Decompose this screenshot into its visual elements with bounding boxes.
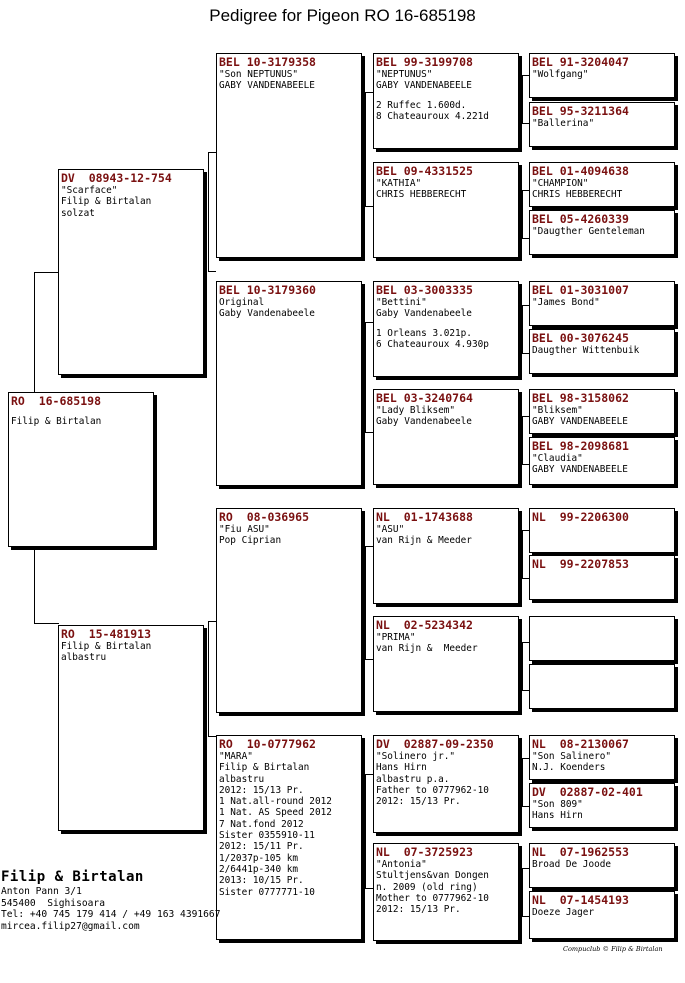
breeder-line: Filip & Birtalan <box>61 196 152 208</box>
pigeon-card-g4 <box>529 210 675 255</box>
pigeon-card-dss <box>373 508 519 604</box>
pigeon-card-g11 <box>529 616 675 661</box>
pigeon-card-ddd <box>373 843 519 941</box>
ring-number: NL 07-1454193 <box>532 893 629 907</box>
info-line: Sister 0777771-10 <box>219 886 315 898</box>
pigeon-card-g7 <box>529 389 675 434</box>
ring-number: BEL 03-3003335 <box>376 283 473 297</box>
ring-number: BEL 98-2098681 <box>532 439 629 453</box>
breeder-line: Gaby Vandenabeele <box>219 308 315 320</box>
info-line: n. 2009 (old ring) <box>376 881 478 893</box>
owner-name: Filip & Birtalan <box>1 869 144 885</box>
info-line: 2012: 15/11 Pr. <box>219 841 304 853</box>
info-line: 1 Nat.all-round 2012 <box>219 796 332 808</box>
breeder-line: CHRIS HEBBERECHT <box>376 189 467 201</box>
pigeon-card-g5 <box>529 281 675 326</box>
color-line: albastru <box>61 652 107 664</box>
ring-number: BEL 09-4331525 <box>376 164 473 178</box>
ring-number: RO 08-036965 <box>219 510 310 524</box>
pigeon-name: "Bettini" <box>376 297 427 308</box>
ring-number: NL 01-1743688 <box>376 510 473 524</box>
pigeon-card-dsd <box>373 616 519 712</box>
ring-number: BEL 98-3158062 <box>532 391 629 405</box>
pigeon-card-main <box>8 392 154 547</box>
ring-number: DV 02887-02-401 <box>532 785 643 799</box>
pigeon-card-sss <box>373 53 519 149</box>
info-line: Filip & Birtalan <box>219 762 310 774</box>
pigeon-card-g2 <box>529 102 675 147</box>
color-line: solzat <box>61 207 95 219</box>
pigeon-name: "Lady Bliksem" <box>376 405 456 416</box>
breeder-line: van Rijn & Meeder <box>376 643 478 655</box>
pigeon-card-sire <box>58 169 204 375</box>
owner-address: Anton Pann 3/1 <box>1 886 82 897</box>
pigeon-card-ss <box>216 53 362 258</box>
ring-number: DV 02887-09-2350 <box>376 737 494 751</box>
breeder-line: GABY VANDENABEELE <box>532 464 628 476</box>
pigeon-name: "Son Salinero" <box>532 751 612 762</box>
pigeon-card-g6 <box>529 329 675 374</box>
breeder-line: CHRIS HEBBERECHT <box>532 189 623 201</box>
ring-number: BEL 01-4094638 <box>532 164 629 178</box>
breeder-line: Doeze Jager <box>532 907 595 918</box>
ring-number: RO 10-0777962 <box>219 737 316 751</box>
pigeon-name: "MARA" <box>219 751 253 762</box>
ring-number: BEL 10-3179358 <box>219 55 316 69</box>
owner-email: mircea.filip27@gmail.com <box>1 920 140 932</box>
page-title: Pedigree for Pigeon RO 16-685198 <box>209 6 476 25</box>
breeder-line: Gaby Vandenabeele <box>376 308 472 320</box>
pigeon-card-g1 <box>529 53 675 98</box>
pigeon-card-g12 <box>529 664 675 709</box>
info-line: 1/2037p-105 km <box>219 852 299 864</box>
ring-number: NL 08-2130067 <box>532 737 629 751</box>
pigeon-name: "Fiu ASU" <box>219 524 270 535</box>
breeder-line: Stultjens&van Dongen <box>376 870 489 882</box>
breeder-line: Gaby Vandenabeele <box>376 416 472 428</box>
ring-number: BEL 95-3211364 <box>532 104 629 118</box>
pigeon-name: "Son NEPTUNUS" <box>219 69 299 80</box>
pigeon-name: "James Bond" <box>532 297 600 308</box>
info-line: Original <box>219 297 265 308</box>
breeder-line: GABY VANDENABEELE <box>376 80 472 92</box>
owner-block <box>1 868 221 932</box>
pigeon-name: "CHAMPION" <box>532 178 589 189</box>
breeder-line: N.J. Koenders <box>532 762 606 774</box>
pigeon-card-ssd <box>373 162 519 258</box>
pigeon-card-g9 <box>529 508 675 553</box>
owner-line: Filip & Birtalan <box>11 416 102 427</box>
info-line: Father to 0777962-10 <box>376 784 489 796</box>
pigeon-card-g3 <box>529 162 675 207</box>
ring-number: BEL 01-3031007 <box>532 283 629 297</box>
ring-number: RO 15-481913 <box>61 627 152 641</box>
owner-city: 545400 Sighisoara <box>1 897 105 909</box>
breeder-line: GABY VANDENABEELE <box>219 80 315 92</box>
ring-number: BEL 10-3179360 <box>219 283 316 297</box>
breeder-line: GABY VANDENABEELE <box>532 416 628 428</box>
ring-number: RO 16-685198 <box>11 394 102 408</box>
ring-number: NL 07-1962553 <box>532 845 629 859</box>
breeder-line: Hans Hirn <box>532 810 583 822</box>
info-line: 7 Nat.fond 2012 <box>219 818 304 830</box>
breeder-line: Broad De Joode <box>532 859 612 870</box>
result-line: 6 Chateauroux 4.930p <box>376 338 489 350</box>
breeder-line: Hans Hirn <box>376 762 427 774</box>
footer-credit: Compuclub © Filip & Birtalan <box>563 945 663 953</box>
pigeon-card-g14 <box>529 783 675 828</box>
pigeon-card-sdd <box>373 389 519 485</box>
pigeon-name: "Son 809" <box>532 799 583 810</box>
info-line: 2012: 15/13 Pr. <box>219 784 304 796</box>
breeder-line: van Rijn & Meeder <box>376 535 472 547</box>
ring-number: BEL 00-3076245 <box>532 331 629 345</box>
pigeon-card-g8 <box>529 437 675 485</box>
breeder-line: Filip & Birtalan <box>61 641 152 652</box>
pigeon-card-dds <box>373 735 519 833</box>
pigeon-card-dam <box>58 625 204 831</box>
pigeon-name: "Solinero jr." <box>376 751 456 762</box>
result-line: 1 Orleans 3.021p. <box>376 327 472 339</box>
info-line: albastru <box>219 773 265 785</box>
ring-number: BEL 03-3240764 <box>376 391 473 405</box>
info-line: Mother to 0777962-10 <box>376 892 489 904</box>
pigeon-card-g15 <box>529 843 675 888</box>
pigeon-name: "KATHIA" <box>376 178 422 189</box>
ring-number: NL 99-2207853 <box>532 557 629 571</box>
pigeon-card-g10 <box>529 555 675 600</box>
pigeon-name: "NEPTUNUS" <box>376 69 433 80</box>
pigeon-name: "Bliksem" <box>532 405 583 416</box>
pigeon-card-sds <box>373 281 519 377</box>
ring-number: DV 08943-12-754 <box>61 171 172 185</box>
pigeon-card-g16 <box>529 891 675 939</box>
ring-number: BEL 91-3204047 <box>532 55 629 69</box>
info-line: 2012: 15/13 Pr. <box>376 796 461 808</box>
info-line: 2013: 10/15 Pr. <box>219 875 304 887</box>
pigeon-card-ds <box>216 508 362 713</box>
pigeon-name: "Ballerina" <box>532 118 595 129</box>
breeder-line: Pop Ciprian <box>219 535 282 547</box>
info-line: 2/6441p-340 km <box>219 863 299 875</box>
pigeon-card-sd <box>216 281 362 486</box>
result-line: 2 Ruffec 1.600d. <box>376 99 467 111</box>
pigeon-name: "Claudia" <box>532 453 583 464</box>
pigeon-name: Daugther Wittenbuik <box>532 345 640 356</box>
pigeon-name: "Daugther Genteleman <box>532 226 645 237</box>
ring-number: BEL 99-3199708 <box>376 55 473 69</box>
pigeon-name: "Antonia" <box>376 859 427 870</box>
result-line: 8 Chateauroux 4.221d <box>376 110 489 122</box>
info-line: 2012: 15/13 Pr. <box>376 904 461 916</box>
pigeon-card-g13 <box>529 735 675 780</box>
info-line: Sister 0355910-11 <box>219 830 315 842</box>
ring-number: NL 99-2206300 <box>532 510 629 524</box>
info-line: albastru p.a. <box>376 773 450 785</box>
pigeon-name: "PRIMA" <box>376 632 416 643</box>
ring-number: NL 02-5234342 <box>376 618 473 632</box>
pigeon-name: "ASU" <box>376 524 405 535</box>
info-line: 1 Nat. AS Speed 2012 <box>219 807 332 819</box>
ring-number: BEL 05-4260339 <box>532 212 629 226</box>
ring-number: NL 07-3725923 <box>376 845 473 859</box>
pigeon-name: "Scarface" <box>61 185 118 196</box>
pigeon-card-dd <box>216 735 362 940</box>
owner-phone: Tel: +40 745 179 414 / +49 163 4391667 <box>1 909 221 920</box>
pigeon-name: "Wolfgang" <box>532 69 589 80</box>
